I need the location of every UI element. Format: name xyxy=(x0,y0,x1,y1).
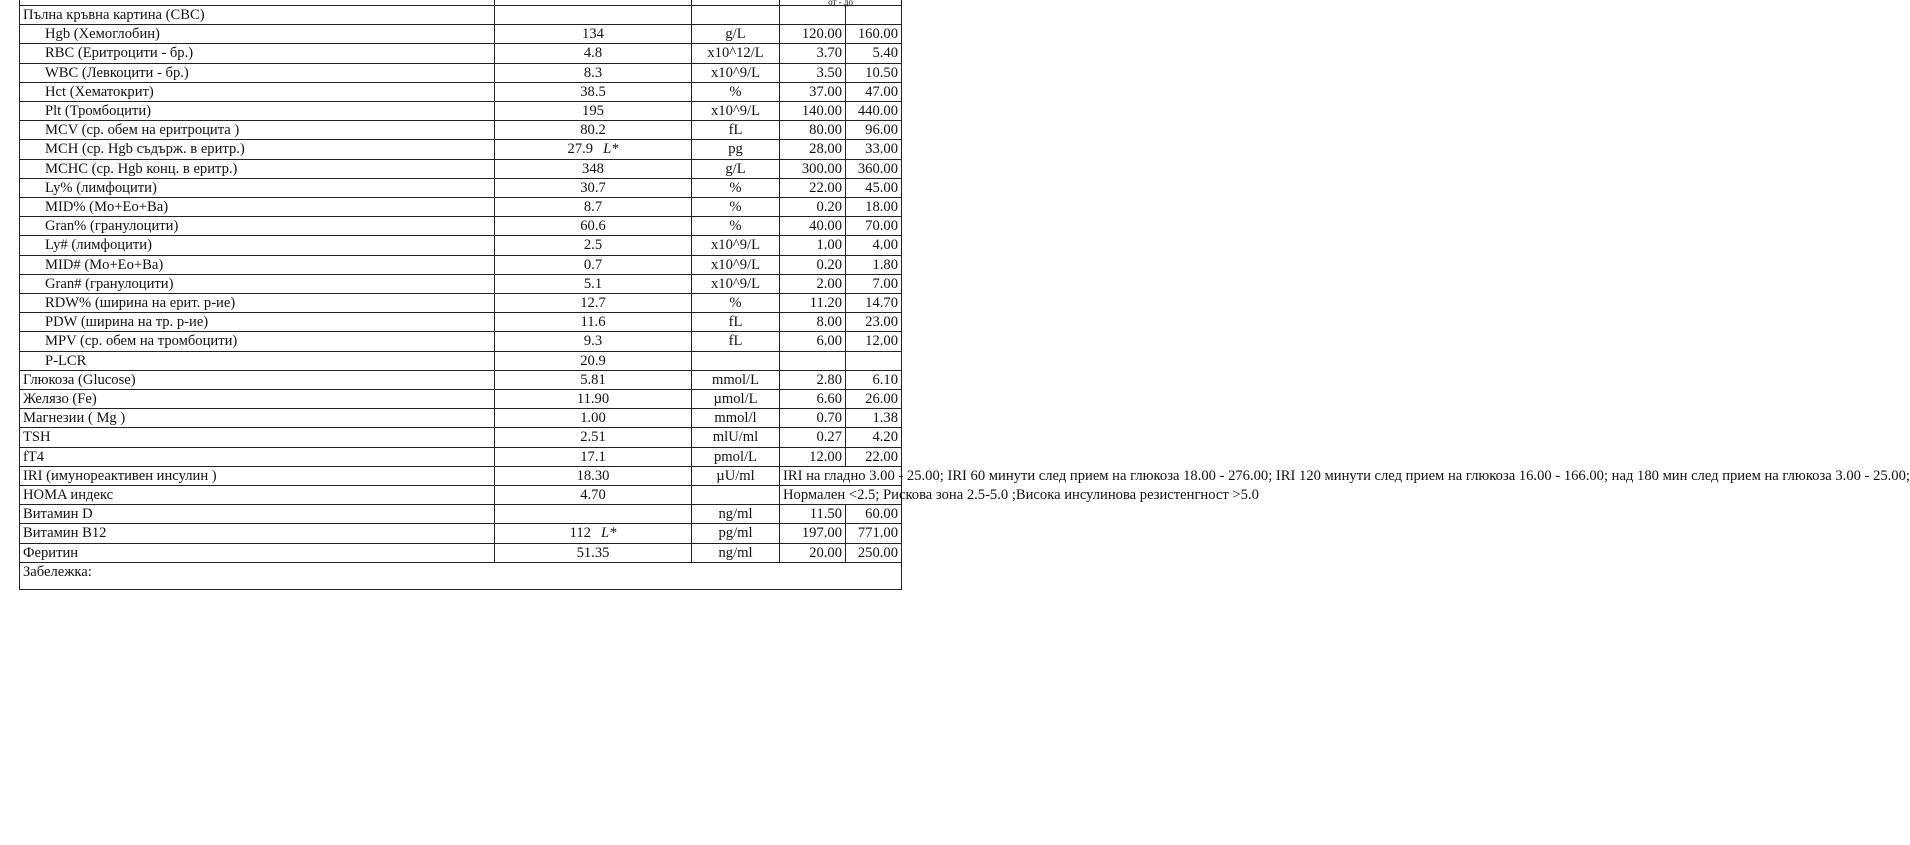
table-row xyxy=(20,294,902,313)
ref-max: 23.00 xyxy=(846,313,902,332)
note-label: Забележка: xyxy=(20,562,902,589)
test-name: Hgb (Хемоглобин) xyxy=(20,25,495,44)
test-name: Ly# (лимфоцити) xyxy=(20,236,495,255)
test-name: Gran% (гранулоцити) xyxy=(20,217,495,236)
value-text: 2.51 xyxy=(580,429,606,446)
test-value xyxy=(495,25,692,44)
test-name: IRI (имунореактивен инсулин ) xyxy=(20,466,495,485)
table-row xyxy=(20,63,902,82)
ref-max: 7.00 xyxy=(846,274,902,293)
iri-row xyxy=(20,466,902,485)
ref-max: 1.38 xyxy=(846,409,902,428)
reference-text: IRI на гладно 3.00 - 25.00; IRI 60 минути след прием на глюкоза 18.00 - 276.00; IRI 120 минути след прием на глюкоза 16.00 - 166.00; над 180 мин след прием на глюкоза 3.00 - 25.00; xyxy=(780,466,902,485)
table-row xyxy=(20,121,902,140)
table-row xyxy=(20,447,902,466)
test-unit: ng/ml xyxy=(692,505,780,524)
value-text: 11.6 xyxy=(580,314,606,331)
lab-results-table xyxy=(19,0,1910,590)
test-unit: % xyxy=(692,198,780,217)
ref-max: 1.80 xyxy=(846,255,902,274)
test-name: TSH xyxy=(20,428,495,447)
test-value xyxy=(495,543,692,562)
table-row xyxy=(20,505,902,524)
test-value xyxy=(495,236,692,255)
test-unit: x10^12/L xyxy=(692,44,780,63)
ref-max: 360.00 xyxy=(846,159,902,178)
test-value xyxy=(495,524,692,543)
test-name: Ly% (лимфоцити) xyxy=(20,178,495,197)
table-row xyxy=(20,102,902,121)
test-value xyxy=(495,217,692,236)
ref-max: 33.00 xyxy=(846,140,902,159)
test-name: Витамин D xyxy=(20,505,495,524)
ref-min: 11.50 xyxy=(780,505,846,524)
table-row xyxy=(20,409,902,428)
value-text: 27.9 xyxy=(567,141,594,158)
test-unit: fL xyxy=(692,332,780,351)
value-text: 195 xyxy=(582,103,604,120)
value-text: 348 xyxy=(582,160,604,177)
table-row xyxy=(20,159,902,178)
value-text: 12.7 xyxy=(580,295,606,312)
test-value xyxy=(495,390,692,409)
test-unit: fL xyxy=(692,121,780,140)
test-value xyxy=(495,447,692,466)
ref-min: 37.00 xyxy=(780,82,846,101)
ref-max: 96.00 xyxy=(846,121,902,140)
ref-max xyxy=(846,351,902,370)
ref-max: 70.00 xyxy=(846,217,902,236)
ref-min: 20.00 xyxy=(780,543,846,562)
value-text: 5.81 xyxy=(580,371,606,388)
value-text: 51.35 xyxy=(576,544,610,561)
test-name: MID% (Mo+Eo+Ba) xyxy=(20,198,495,217)
test-name: Глюкоза (Glucose) xyxy=(20,370,495,389)
test-value xyxy=(495,102,692,121)
test-unit: x10^9/L xyxy=(692,255,780,274)
test-unit: x10^9/L xyxy=(692,63,780,82)
test-value xyxy=(495,198,692,217)
test-unit: x10^9/L xyxy=(692,102,780,121)
test-name: Plt (Тромбоцити) xyxy=(20,102,495,121)
test-unit: % xyxy=(692,217,780,236)
test-unit: x10^9/L xyxy=(692,236,780,255)
test-name: MCHC (ср. Hgb конц. в еритр.) xyxy=(20,159,495,178)
value-text: 60.6 xyxy=(580,218,606,235)
test-value xyxy=(495,140,692,159)
homa-row xyxy=(20,486,902,505)
test-name: PDW (ширина на тр. р-ие) xyxy=(20,313,495,332)
ref-min: 3.70 xyxy=(780,44,846,63)
ref-min: 197.00 xyxy=(780,524,846,543)
ref-min: 22.00 xyxy=(780,178,846,197)
ref-min: 0.20 xyxy=(780,255,846,274)
ref-min: 300.00 xyxy=(780,159,846,178)
ref-max: 440.00 xyxy=(846,102,902,121)
value-text: 17.1 xyxy=(580,448,606,465)
ref-max: 250.00 xyxy=(846,543,902,562)
value-text: 1.00 xyxy=(580,410,606,427)
value-text: 8.3 xyxy=(583,64,603,81)
test-name: MPV (ср. обем на тромбоцити) xyxy=(20,332,495,351)
test-name: Витамин B12 xyxy=(20,524,495,543)
ref-min: 120.00 xyxy=(780,25,846,44)
ref-min xyxy=(780,351,846,370)
table-row xyxy=(20,44,902,63)
ref-min: 0.27 xyxy=(780,428,846,447)
test-value: 18.30 xyxy=(495,466,692,485)
ref-max: 5.40 xyxy=(846,44,902,63)
test-unit: mmol/l xyxy=(692,409,780,428)
test-unit xyxy=(692,351,780,370)
table-row xyxy=(20,390,902,409)
ref-max: 18.00 xyxy=(846,198,902,217)
ref-min: 3.50 xyxy=(780,63,846,82)
test-value xyxy=(495,159,692,178)
value-text: 20.9 xyxy=(580,352,606,369)
table-row xyxy=(20,543,902,562)
table-row xyxy=(20,82,902,101)
test-unit: g/L xyxy=(692,159,780,178)
test-name: MCV (ср. обем на еритроцита ) xyxy=(20,121,495,140)
ref-max: 47.00 xyxy=(846,82,902,101)
test-name: MID# (Mo+Eo+Ba) xyxy=(20,255,495,274)
value-text: 4.8 xyxy=(583,45,603,62)
test-unit: x10^9/L xyxy=(692,274,780,293)
test-name: RBC (Еритроцити - бр.) xyxy=(20,44,495,63)
ref-max: 6.10 xyxy=(846,370,902,389)
ref-min: 6.00 xyxy=(780,332,846,351)
note-row xyxy=(20,562,902,589)
table-row xyxy=(20,198,902,217)
test-unit: ng/ml xyxy=(692,543,780,562)
test-unit: pg/ml xyxy=(692,524,780,543)
table-row xyxy=(20,428,902,447)
table-row xyxy=(20,140,902,159)
table-row xyxy=(20,217,902,236)
ref-max: 4.00 xyxy=(846,236,902,255)
ref-min: 40.00 xyxy=(780,217,846,236)
ref-max: 26.00 xyxy=(846,390,902,409)
range-header: от - до xyxy=(780,0,902,6)
test-name: Магнезии ( Mg ) xyxy=(20,409,495,428)
test-unit: mmol/L xyxy=(692,370,780,389)
test-value xyxy=(495,428,692,447)
test-value xyxy=(495,178,692,197)
ref-min: 140.00 xyxy=(780,102,846,121)
ref-min: 6.60 xyxy=(780,390,846,409)
ref-min: 2.80 xyxy=(780,370,846,389)
section-row xyxy=(20,6,902,25)
value-text: 9.3 xyxy=(583,333,603,350)
test-unit: pmol/L xyxy=(692,447,780,466)
section-title: Пълна кръвна картина (CBC) xyxy=(20,6,495,25)
value-text: 80.2 xyxy=(580,122,606,139)
test-name: Hct (Хематокрит) xyxy=(20,82,495,101)
ref-min: 1.00 xyxy=(780,236,846,255)
ref-min: 0.70 xyxy=(780,409,846,428)
table-row xyxy=(20,351,902,370)
ref-max: 60.00 xyxy=(846,505,902,524)
table-row xyxy=(20,236,902,255)
table-row xyxy=(20,178,902,197)
table-row xyxy=(20,524,902,543)
test-value xyxy=(495,313,692,332)
test-unit: g/L xyxy=(692,25,780,44)
value-text: 112 xyxy=(569,525,591,542)
ref-min: 0.20 xyxy=(780,198,846,217)
table-row xyxy=(20,274,902,293)
table-row xyxy=(20,332,902,351)
ref-min: 8.00 xyxy=(780,313,846,332)
test-value xyxy=(495,274,692,293)
value-text: 30.7 xyxy=(580,179,606,196)
value-text: 11.90 xyxy=(576,391,610,408)
ref-max: 4.20 xyxy=(846,428,902,447)
test-value xyxy=(495,82,692,101)
test-name: fT4 xyxy=(20,447,495,466)
test-value xyxy=(495,505,692,524)
ref-min: 12.00 xyxy=(780,447,846,466)
test-value xyxy=(495,332,692,351)
test-name: WBC (Левкоцити - бр.) xyxy=(20,63,495,82)
value-text: 5.1 xyxy=(583,275,603,292)
test-name: P-LCR xyxy=(20,351,495,370)
test-unit: mlU/ml xyxy=(692,428,780,447)
ref-max: 14.70 xyxy=(846,294,902,313)
table-row xyxy=(20,370,902,389)
table-row xyxy=(20,25,902,44)
low-flag: L* xyxy=(600,525,617,542)
test-value xyxy=(495,370,692,389)
value-text: 0.7 xyxy=(583,256,603,273)
test-value xyxy=(495,294,692,313)
test-name: HOMA индекс xyxy=(20,486,495,505)
table-row xyxy=(20,255,902,274)
test-unit: % xyxy=(692,178,780,197)
test-name: Gran# (гранулоцити) xyxy=(20,274,495,293)
table-row xyxy=(20,313,902,332)
test-name: RDW% (ширина на ерит. р-ие) xyxy=(20,294,495,313)
value-text: 134 xyxy=(582,26,604,43)
test-unit xyxy=(692,486,780,505)
test-unit: pg xyxy=(692,140,780,159)
test-value xyxy=(495,44,692,63)
test-value xyxy=(495,63,692,82)
test-unit: fL xyxy=(692,313,780,332)
ref-min: 28.00 xyxy=(780,140,846,159)
ref-min: 80.00 xyxy=(780,121,846,140)
ref-max: 12.00 xyxy=(846,332,902,351)
test-value xyxy=(495,409,692,428)
low-flag: L* xyxy=(603,141,619,158)
test-name: MCH (ср. Hgb съдърж. в еритр.) xyxy=(20,140,495,159)
test-unit: µU/ml xyxy=(692,466,780,485)
test-name: Феритин xyxy=(20,543,495,562)
test-unit: % xyxy=(692,82,780,101)
test-value xyxy=(495,121,692,140)
test-value xyxy=(495,255,692,274)
value-text: 8.7 xyxy=(583,199,603,216)
test-value: 4.70 xyxy=(495,486,692,505)
ref-max: 160.00 xyxy=(846,25,902,44)
ref-max: 45.00 xyxy=(846,178,902,197)
test-value xyxy=(495,351,692,370)
ref-min: 11.20 xyxy=(780,294,846,313)
reference-text: Нормален <2.5; Рискова зона 2.5-5.0 ;Висока инсулинова резистенгност >5.0 xyxy=(780,486,902,505)
ref-min: 2.00 xyxy=(780,274,846,293)
test-unit: µmol/L xyxy=(692,390,780,409)
ref-max: 10.50 xyxy=(846,63,902,82)
test-name: Желязо (Fe) xyxy=(20,390,495,409)
value-text: 38.5 xyxy=(580,83,606,100)
test-unit: % xyxy=(692,294,780,313)
ref-max: 22.00 xyxy=(846,447,902,466)
value-text: 2.5 xyxy=(583,237,603,254)
ref-max: 771.00 xyxy=(846,524,902,543)
